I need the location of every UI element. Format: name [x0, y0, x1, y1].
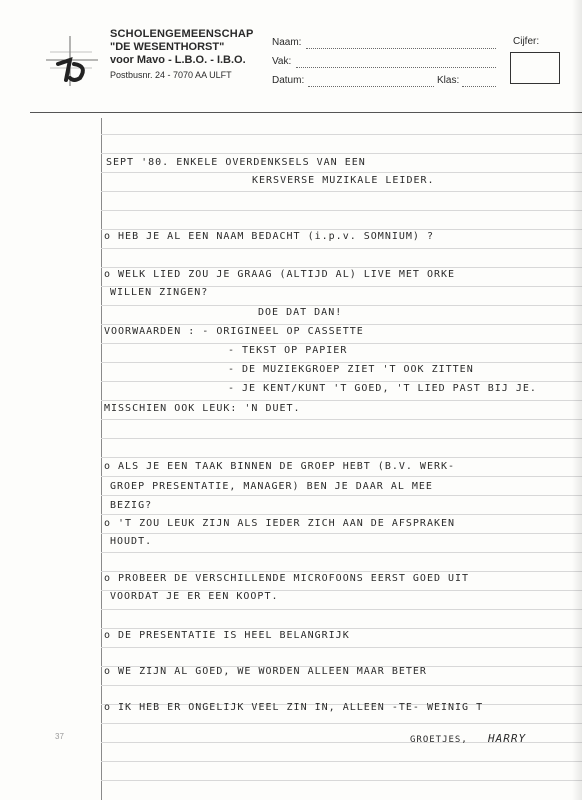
- note-item-cont: GROEP PRESENTATIE, MANAGER) BEN JE DAAR AL MEE: [110, 481, 433, 492]
- page-mark: 37: [55, 732, 64, 741]
- ruled-line: [101, 628, 582, 629]
- ruled-line: [101, 438, 582, 439]
- signature: HARRY: [488, 732, 527, 745]
- ruled-line: [101, 514, 582, 515]
- margin-line: [101, 118, 102, 800]
- date-heading: SEPT '80. ENKELE OVERDENKSELS VAN EEN: [106, 157, 366, 168]
- ruled-line: [101, 248, 582, 249]
- ruled-line: [101, 172, 582, 173]
- ruled-line: [101, 780, 582, 781]
- naam-label: Naam:: [272, 37, 302, 48]
- ruled-line: [101, 153, 582, 154]
- cijfer-box[interactable]: [510, 52, 560, 84]
- school-subname: "DE WESENTHORST": [110, 41, 225, 53]
- school-address: Postbusnr. 24 - 7070 AA ULFT: [110, 70, 232, 80]
- cijfer-label: Cijfer:: [513, 36, 540, 47]
- vak-field[interactable]: [296, 67, 496, 68]
- ruled-line: [101, 723, 582, 724]
- naam-field[interactable]: [306, 48, 496, 49]
- note-item: o IK HEB ER ONGELIJK VEEL ZIN IN, ALLEEN -TE- WEINIG T: [104, 702, 484, 713]
- ruled-line: [101, 362, 582, 363]
- ruled-line: [101, 134, 582, 135]
- note-item: o 'T ZOU LEUK ZIJN ALS IEDER ZICH AAN DE AFSPRAKEN: [104, 518, 456, 529]
- ruled-line: [101, 324, 582, 325]
- condition-item: - TEKST OP PAPIER: [228, 345, 348, 356]
- vak-label: Vak:: [272, 56, 292, 67]
- klas-field[interactable]: [462, 86, 496, 87]
- note-item: o WELK LIED ZOU JE GRAAG (ALTIJD AL) LIVE MET ORKE: [104, 269, 456, 280]
- note-item: o PROBEER DE VERSCHILLENDE MICROFOONS EERST GOED UIT: [104, 573, 470, 584]
- school-header: [110, 28, 254, 80]
- note-item: o DE PRESENTATIE IS HEEL BELANGRIJK: [104, 630, 350, 641]
- ruled-line: [101, 609, 582, 610]
- datum-field[interactable]: [308, 86, 434, 87]
- note-item-cont: MISSCHIEN OOK LEUK: 'N DUET.: [104, 403, 301, 414]
- ruled-line: [101, 761, 582, 762]
- klas-label: Klas:: [437, 75, 460, 86]
- ruled-line: [101, 229, 582, 230]
- note-item-cont: DOE DAT DAN!: [258, 307, 343, 318]
- ruled-line: [101, 476, 582, 477]
- page-edge-shadow: [572, 0, 582, 800]
- school-logo-icon: [40, 30, 102, 90]
- ruled-line: [101, 305, 582, 306]
- school-name: SCHOLENGEMEENSCHAP: [110, 28, 254, 40]
- condition-item: - JE KENT/KUNT 'T GOED, 'T LIED PAST BIJ JE.: [228, 383, 537, 394]
- ruled-line: [101, 381, 582, 382]
- closing: GROETJES,: [410, 735, 468, 745]
- note-item: o WE ZIJN AL GOED, WE WORDEN ALLEEN MAAR BETER: [104, 666, 427, 677]
- note-item-cont: BEZIG?: [110, 500, 153, 511]
- ruled-line: [101, 343, 582, 344]
- ruled-line: [101, 495, 582, 496]
- ruled-line: [101, 419, 582, 420]
- ruled-line: [101, 533, 582, 534]
- school-types: voor Mavo - L.B.O. - I.B.O.: [110, 54, 246, 66]
- note-item: o HEB JE AL EEN NAAM BEDACHT (i.p.v. SOMNIUM) ?: [104, 231, 434, 242]
- note-item-cont: WILLEN ZINGEN?: [110, 287, 209, 298]
- ruled-line: [101, 685, 582, 686]
- ruled-line: [101, 647, 582, 648]
- datum-label: Datum:: [272, 75, 305, 86]
- ruled-line: [101, 210, 582, 211]
- ruled-line: [101, 457, 582, 458]
- note-item-cont: HOUDT.: [110, 536, 153, 547]
- ruled-line: [101, 400, 582, 401]
- header-divider: [30, 112, 582, 113]
- note-item-cont: VOORDAT JE ER EEN KOOPT.: [110, 591, 279, 602]
- ruled-line: [101, 571, 582, 572]
- ruled-line: [101, 191, 582, 192]
- note-item: o ALS JE EEN TAAK BINNEN DE GROEP HEBT (B.V. WERK-: [104, 461, 456, 472]
- ruled-line: [101, 552, 582, 553]
- condition-item: - DE MUZIEKGROEP ZIET 'T OOK ZITTEN: [228, 364, 474, 375]
- date-heading-cont: KERSVERSE MUZIKALE LEIDER.: [252, 175, 435, 186]
- conditions-heading: VOORWAARDEN : - ORIGINEEL OP CASSETTE: [104, 326, 364, 337]
- ruled-line: [101, 267, 582, 268]
